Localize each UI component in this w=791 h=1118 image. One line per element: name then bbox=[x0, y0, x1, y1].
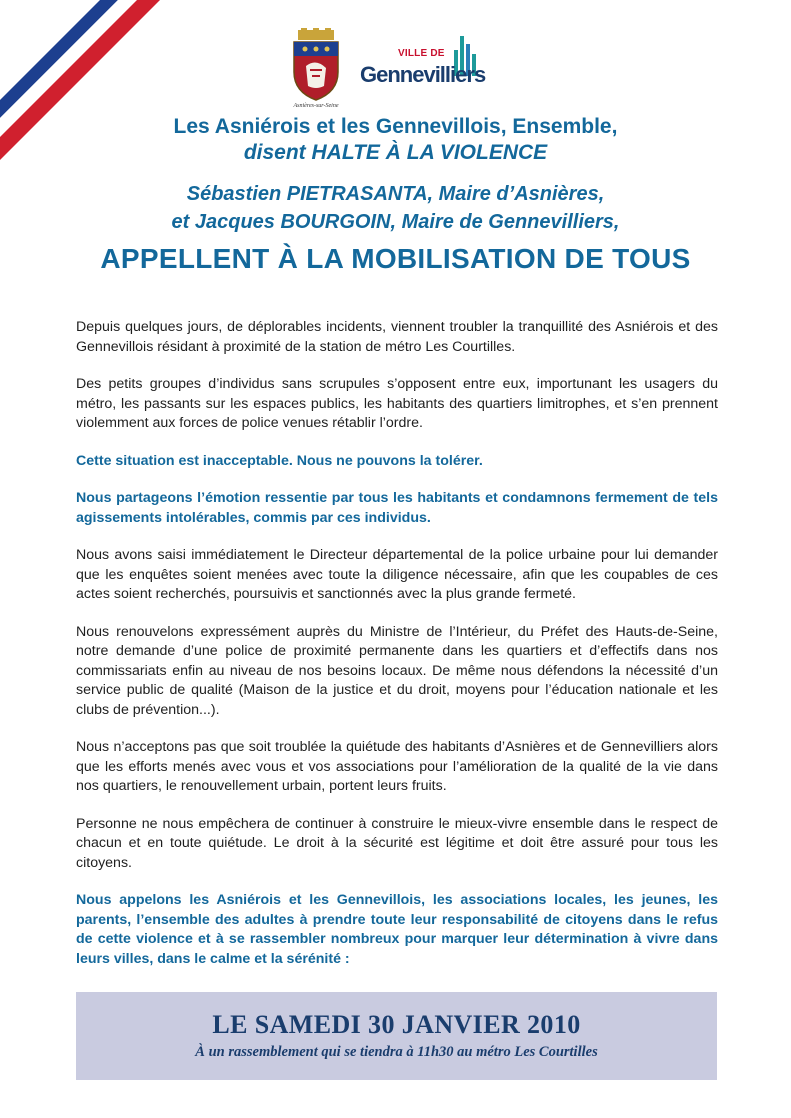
headline: APPELLENT À LA MOBILISATION DE TOUS bbox=[100, 243, 691, 274]
ville-de-label: VILLE DE bbox=[398, 48, 445, 59]
paragraph-emphasis: Cette situation est inacceptable. Nous ne pouvons la tolérer. bbox=[76, 452, 483, 469]
mayor-line-1: Sébastien PIETRASANTA, Maire d’Asnières, bbox=[186, 183, 605, 205]
paragraph: Des petits groupes d’individus sans scrupules s’opposent entre eux, importunant les usagers du métro, les passants sur les espaces publics, les habitants des quartiers limitrophes, et s’en prennent violemment aux forces de police venues rétablir l’ordre. bbox=[76, 376, 718, 431]
title-line-1: Les Asniérois et les Gennevillois, Ensemble, bbox=[173, 115, 618, 138]
gennevilliers-logo bbox=[360, 32, 520, 96]
event-date: LE SAMEDI 30 JANVIER 2010 bbox=[212, 1010, 581, 1039]
paragraph: Nous n’acceptons pas que soit troublée la quiétude des habitants d’Asnières et de Gennevilliers alors que les efforts menés avec vous et vos associations pour l’amélioration de la qualité de la vie dans nos quartiers, le renouvellement urbain, portent leurs fruits. bbox=[76, 739, 718, 794]
event-details: À un rassemblement qui se tiendra à 11h30 au métro Les Courtilles bbox=[195, 1044, 598, 1060]
logo-bar bbox=[0, 22, 791, 112]
paragraph: Nous renouvelons expressément auprès du Ministre de l’Intérieur, du Préfet des Hauts-de-Seine, notre demande d’une police de proximité permanente dans les quartiers et d’effectifs dans nos commissariats enfin au niveau de nos besoins locaux. De même nous défendons la nécessité d’un service public de qualité (Maison de la justice et du droit, moyens pour l’éducation nationale et les clubs de prévention...). bbox=[76, 623, 718, 718]
body-text bbox=[76, 318, 718, 987]
paragraph: Depuis quelques jours, de déplorables incidents, viennent troubler la tranquillité des Asniérois et des Gennevillois résidant à proximité de la station de métro Les Courtilles. bbox=[76, 319, 718, 355]
paragraph-emphasis: Nous appelons les Asniérois et les Gennevillois, les associations locales, les jeunes, les parents, l’ensemble des adultes à prendre toute leur responsabilité de citoyens dans le refus de cette violence et à se rassembler nombreux pour marquer leur détermination à vivre dans leurs villes, dans le calme et la sérénité : bbox=[76, 892, 718, 967]
header bbox=[0, 114, 791, 276]
paragraph: Personne ne nous empêchera de continuer à construire le mieux-vivre ensemble dans le respect de chacun et en toute quiétude. Le droit à la sécurité est légitime et doit être assuré pour tous les citoyens. bbox=[76, 815, 718, 871]
event-banner bbox=[76, 992, 717, 1080]
mayor-line-2: et Jacques BOURGOIN, Maire de Gennevilliers, bbox=[171, 211, 620, 233]
paragraph-emphasis: Nous partageons l’émotion ressentie par tous les habitants et condamnons fermement de tels agissements intolérables, commis par ces individus. bbox=[76, 490, 718, 526]
paragraph: Nous avons saisi immédiatement le Directeur départemental de la police urbaine pour lui demander que les enquêtes soient menées avec toute la diligence nécessaire, afin que les coupables de ces actes soient recherchés, poursuivis et sanctionnés avec la plus grande fermeté. bbox=[76, 547, 718, 602]
title-line-2: disent HALTE À LA VIOLENCE bbox=[243, 141, 548, 164]
crest-caption: Asnières-sur-Seine bbox=[293, 103, 339, 109]
ville-name: Gennevilliers bbox=[360, 62, 486, 87]
asnieres-crest-logo bbox=[288, 28, 344, 102]
